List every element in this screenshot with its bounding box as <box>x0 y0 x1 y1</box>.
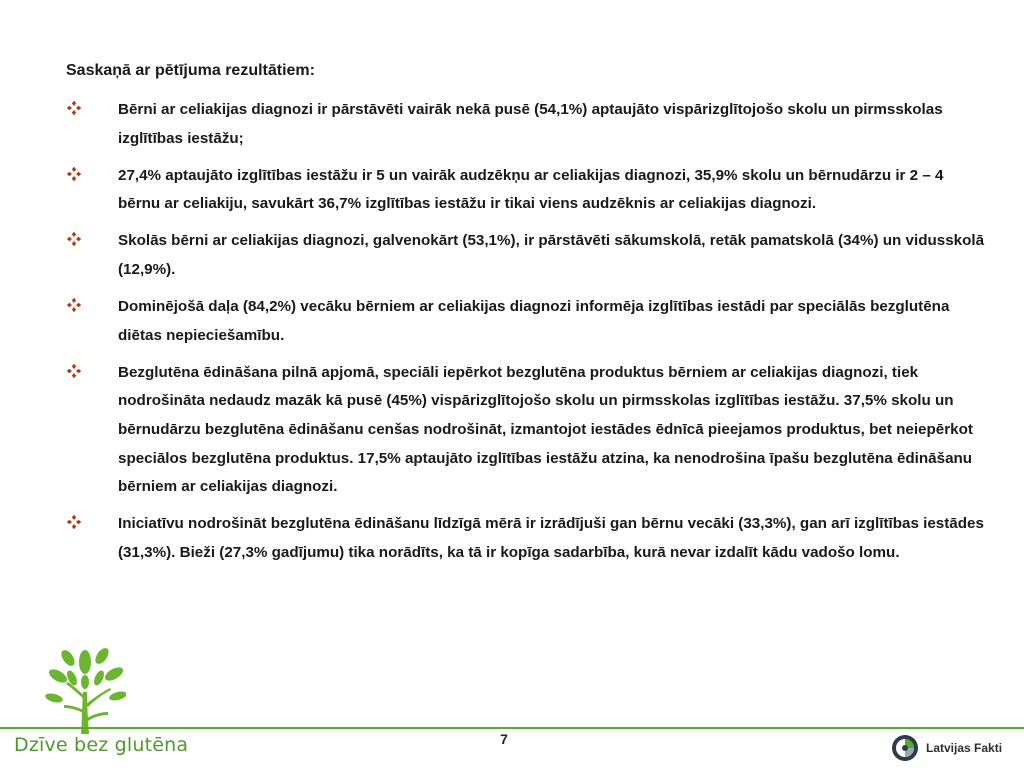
bullet-item <box>66 293 986 350</box>
bullet-text: Iniciatīvu nodrošināt bezglutēna ēdināšanu līdzīgā mērā ir izrādījuši gan bērnu vecāki (33,3%), gan arī izglītības iestādes (31,3%). Bieži (27,3% gadījumu) tika norādīts, ka tā ir kopīga sadarbība, kurā nevar izdalīt kādu vadošo lomu. <box>118 515 984 561</box>
brand-name: Dzīve bez glutēna <box>14 734 189 756</box>
tree-logo-icon <box>44 648 126 736</box>
bullet-item <box>66 359 986 502</box>
page-number: 7 <box>500 731 508 747</box>
bullet-item <box>66 227 986 284</box>
bullet-item <box>66 96 986 153</box>
intro-text: Saskaņā ar pētījuma rezultātiem: <box>66 62 315 79</box>
slide-content <box>66 58 986 576</box>
bullet-text: Bērni ar celiakijas diagnozi ir pārstāvēti vairāk nekā pusē (54,1%) aptaujāto vispārizglītojošo skolu un pirmsskolas izglītības iestāžu; <box>118 101 943 147</box>
diamond-bullet-icon <box>66 363 82 379</box>
bullet-item <box>66 162 986 219</box>
diamond-bullet-icon <box>66 100 82 116</box>
diamond-bullet-icon <box>66 514 82 530</box>
bullet-text: Bezglutēna ēdināšana pilnā apjomā, speciāli iepērkot bezglutēna produktus bērniem ar celiakijas diagnozi, tiek nodrošināta nedaudz mazāk kā pusē (45%) vispārizglītojošo skolu un pirmsskolas izglītības iestāžu. 37,5% skolu un bērnudārzu bezglutēna ēdināšanu cenšas nodrošināt, izmantojot iestādes ēdnīcā pieejamos produktus, bet neiepērkot speciālos bezglutēna produktus. 17,5% aptaujāto izglītības iestāžu atzina, ka nenodrošina īpašu bezglutēna ēdināšanu bērniem ar celiakijas diagnozi. <box>118 363 973 496</box>
bullet-text: Skolās bērni ar celiakijas diagnozi, galvenokārt (53,1%), ir pārstāvēti sākumskolā, retāk pamatskolā (34%) un vidusskolā (12,9%). <box>118 232 985 278</box>
partner-logo <box>890 733 1002 763</box>
footer-divider <box>0 727 1024 729</box>
diamond-bullet-icon <box>66 231 82 247</box>
bullet-text: Dominējošā daļa (84,2%) vecāku bērniem ar celiakijas diagnozi informēja izglītības iestādi par speciālās bezglutēna diētas nepieciešamību. <box>118 298 950 344</box>
bullet-item <box>66 510 986 567</box>
latvijas-fakti-logo-icon <box>890 733 920 763</box>
partner-logo-text: Latvijas Fakti <box>926 741 1003 755</box>
bullet-text: 27,4% aptaujāto izglītības iestāžu ir 5 un vairāk audzēkņu ar celiakijas diagnozi, 35,9% skolu un bērnudārzu ir 2 – 4 bērnu ar celiakiju, savukārt 36,7% izglītības iestāžu ir tikai viens audzēknis ar celiakijas diagnozi. <box>118 166 944 213</box>
diamond-bullet-icon <box>66 166 82 182</box>
diamond-bullet-icon <box>66 297 82 313</box>
bullet-list <box>66 96 986 567</box>
